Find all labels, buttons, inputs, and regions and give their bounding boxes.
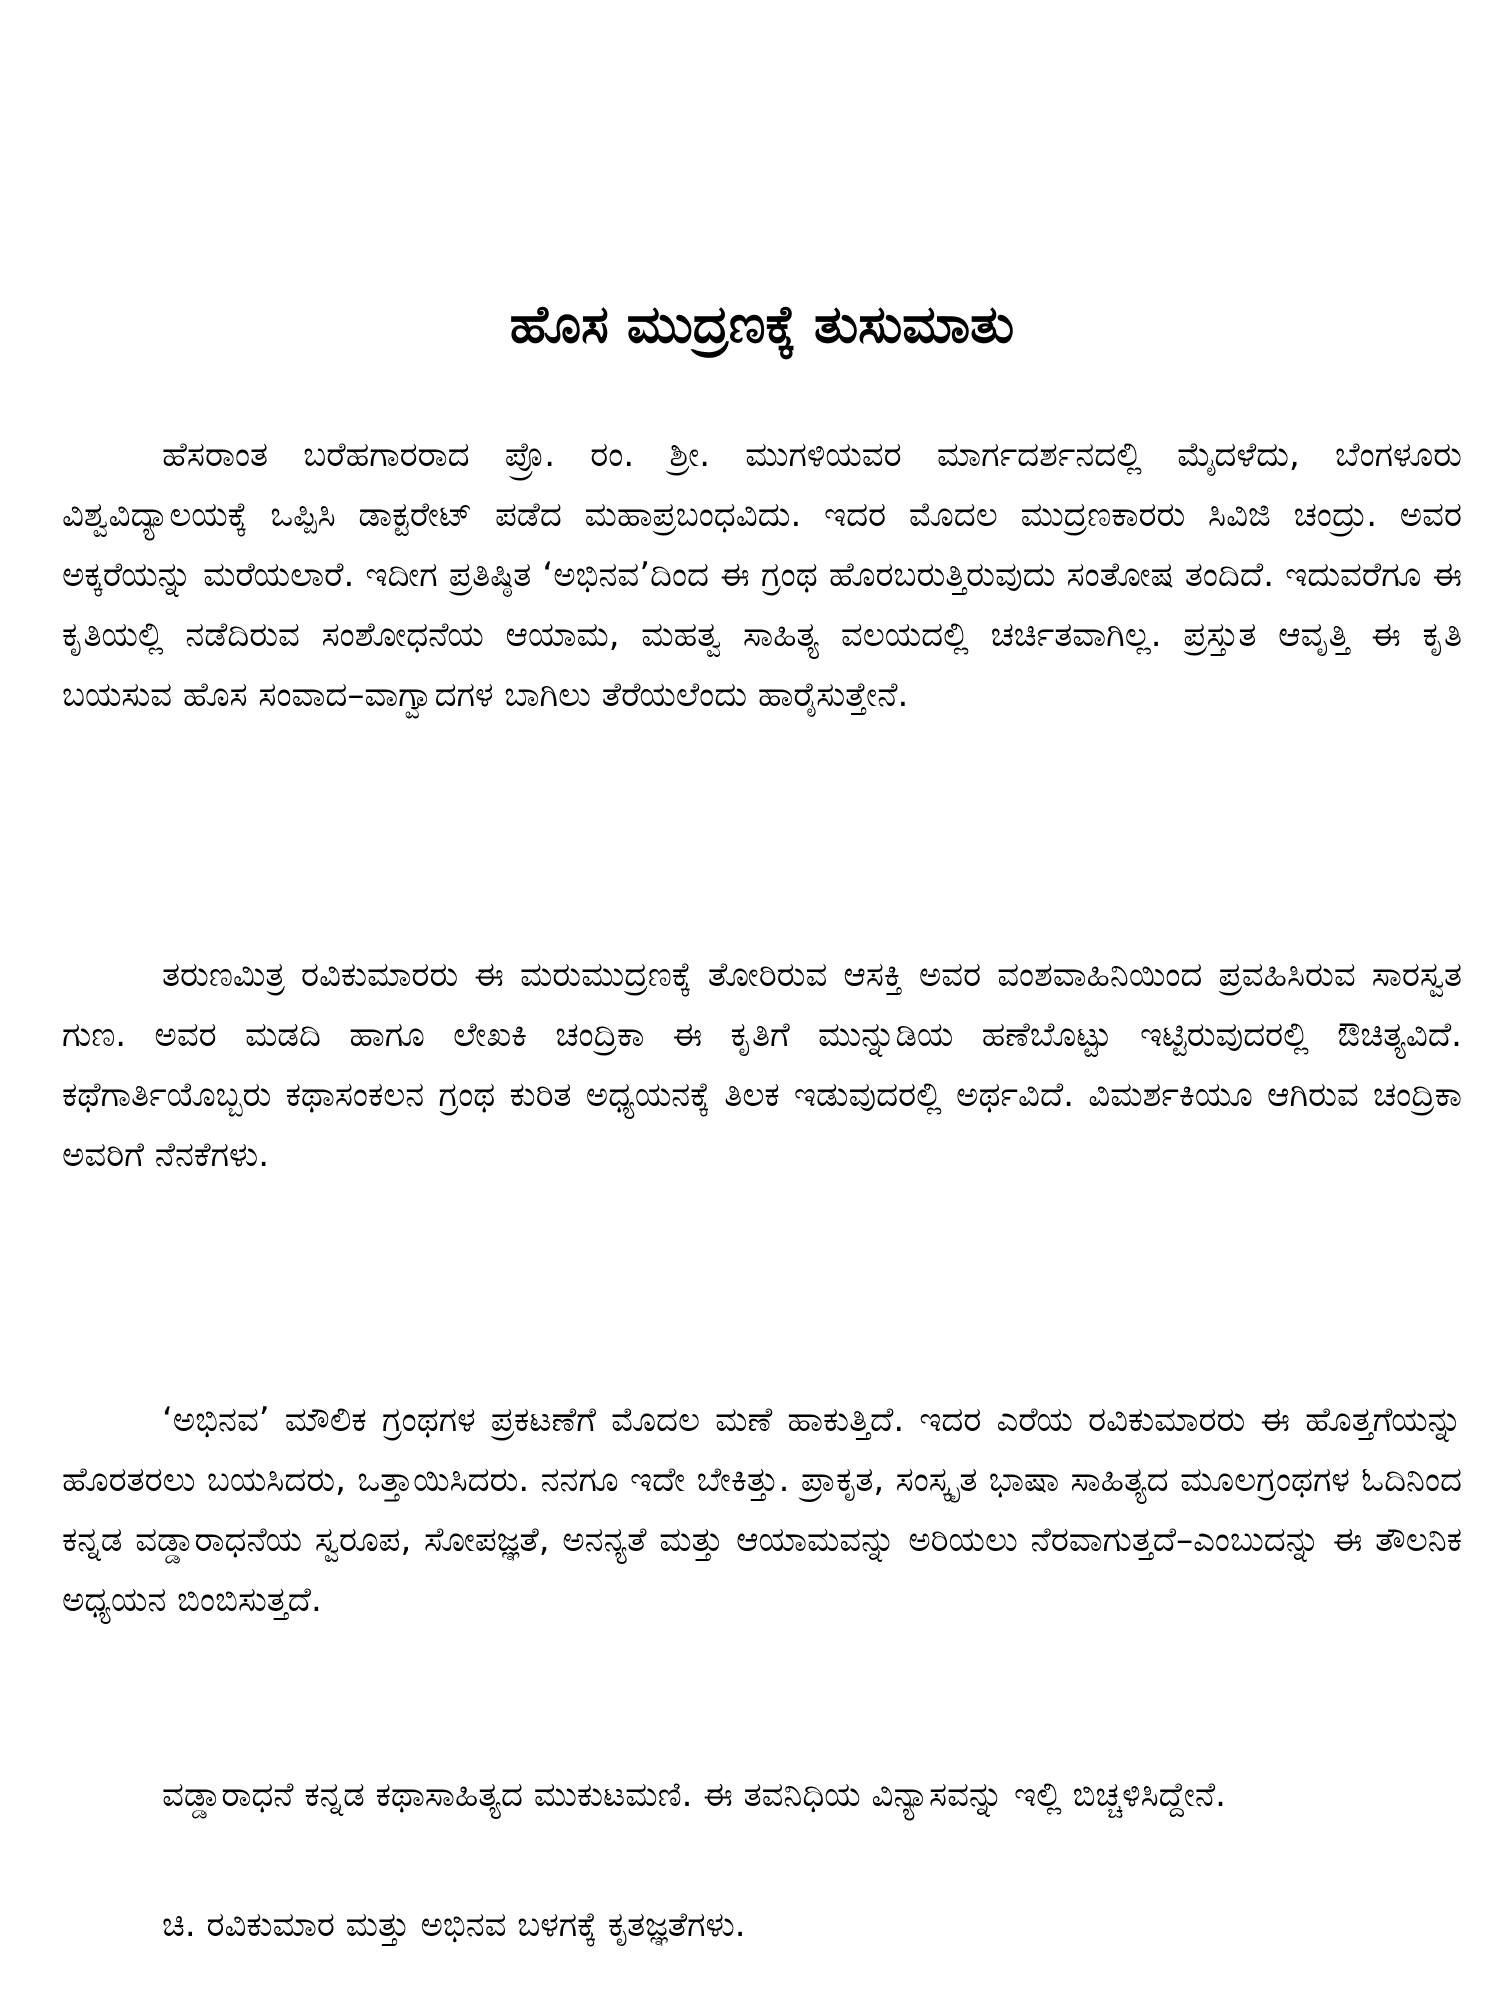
paragraph-1: ಹೆಸರಾಂತ ಬರೆಹಗಾರರಾದ ಪ್ರೊ. ರಂ. ಶ್ರೀ. ಮುಗಳಿಯವರ ಮಾರ್ಗದರ್ಶನದಲ್ಲಿ ಮೈದಳೆದು, ಬೆಂಗಳೂರು ವಿಶ್ವವಿದ್ಯಾಲಯಕ್ಕೆ ಒಪ್ಪಿಸಿ ಡಾಕ್ಟರೇಟ್ ಪಡೆದ ಮಹಾಪ್ರಬಂಧವಿದು. ಇದರ ಮೊದಲ ಮುದ್ರಣಕಾರರು ಸಿವಿಜಿ ಚಂದ್ರು. ಅವರ ಅಕ್ಕರೆಯನ್ನು ಮರೆಯಲಾರೆ. ಇದೀಗ ಪ್ರತಿಷ್ಠಿತ ‘ಅಭಿನವ’ದಿಂದ ಈ ಗ್ರಂಥ ಹೊರಬರುತ್ತಿರುವುದು ಸಂತೋಷ ತಂದಿದೆ. ಇದುವರೆಗೂ ಈ ಕೃತಿಯಲ್ಲಿ ನಡೆದಿರುವ ಸಂಶೋಧನೆಯ ಆಯಾಮ, ಮಹತ್ವ ಸಾಹಿತ್ಯ ವಲಯದಲ್ಲಿ ಚರ್ಚಿತವಾಗಿಲ್ಲ. ಪ್ರಸ್ತುತ ಆವೃತ್ತಿ ಈ ಕೃತಿ ಬಯಸುವ ಹೊಸ ಸಂವಾದ–ವಾಗ್ವಾದಗಳ ಬಾಗಿಲು ತೆರೆಯಲೆಂದು ಹಾರೈಸುತ್ತೇನೆ.: [62, 435, 1462, 715]
paragraph-3: ‘ಅಭಿನವ’ ಮೌಲಿಕ ಗ್ರಂಥಗಳ ಪ್ರಕಟಣೆಗೆ ಮೊದಲ ಮಣೆ ಹಾಕುತ್ತಿದೆ. ಇದರ ಎರೆಯ ರವಿಕುಮಾರರು ಈ ಹೊತ್ತಗೆಯನ್ನು ಹೊರತರಲು ಬಯಸಿದರು, ಒತ್ತಾಯಿಸಿದರು. ನನಗೂ ಇದೇ ಬೇಕಿತ್ತು. ಪ್ರಾಕೃತ, ಸಂಸ್ಕೃತ ಭಾಷಾ ಸಾಹಿತ್ಯದ ಮೂಲಗ್ರಂಥಗಳ ಓದಿನಿಂದ ಕನ್ನಡ ವಡ್ಡಾರಾಧನೆಯ ಸ್ವರೂಪ, ಸೋಪಜ್ಞತೆ, ಅನನ್ಯತೆ ಮತ್ತು ಆಯಾಮವನ್ನು ಅರಿಯಲು ನೆರವಾಗುತ್ತದೆ–ಎಂಬುದನ್ನು ಈ ತೌಲನಿಕ ಅಧ್ಯಯನ ಬಿಂಬಿಸುತ್ತದೆ.: [62, 1400, 1462, 1620]
document-page: [62, 0, 1462, 2000]
paragraph-4: ವಡ್ಡಾರಾಧನೆ ಕನ್ನಡ ಕಥಾಸಾಹಿತ್ಯದ ಮುಕುಟಮಣಿ. ಈ ತವನಿಧಿಯ ವಿನ್ಯಾಸವನ್ನು ಇಲ್ಲಿ ಬಿಚ್ಚಳಿಸಿದ್ದೇನೆ.: [162, 1775, 1226, 1815]
paragraph-5: ಚಿ. ರವಿಕುಮಾರ ಮತ್ತು ಅಭಿನವ ಬಳಗಕ್ಕೆ ಕೃತಜ್ಞತೆಗಳು.: [162, 1905, 746, 1945]
paragraph-2: ತರುಣಮಿತ್ರ ರವಿಕುಮಾರರು ಈ ಮರುಮುದ್ರಣಕ್ಕೆ ತೋರಿರುವ ಆಸಕ್ತಿ ಅವರ ವಂಶವಾಹಿನಿಯಿಂದ ಪ್ರವಹಿಸಿರುವ ಸಾರಸ್ವತ ಗುಣ. ಅವರ ಮಡದಿ ಹಾಗೂ ಲೇಖಕಿ ಚಂದ್ರಿಕಾ ಈ ಕೃತಿಗೆ ಮುನ್ನುಡಿಯ ಹಣೆಬೊಟ್ಟು ಇಟ್ಟಿರುವುದರಲ್ಲಿ ಔಚಿತ್ಯವಿದೆ. ಕಥೆಗಾರ್ತಿಯೊಬ್ಬರು ಕಥಾಸಂಕಲನ ಗ್ರಂಥ ಕುರಿತ ಅಧ್ಯಯನಕ್ಕೆ ತಿಲಕ ಇಡುವುದರಲ್ಲಿ ಅರ್ಥವಿದೆ. ವಿಮರ್ಶಕಿಯೂ ಆಗಿರುವ ಚಂದ್ರಿಕಾ ಅವರಿಗೆ ನೆನಕೆಗಳು.: [62, 955, 1462, 1175]
page-title: ಹೊಸ ಮುದ್ರಣಕ್ಕೆ ತುಸುಮಾತು: [509, 294, 1015, 355]
